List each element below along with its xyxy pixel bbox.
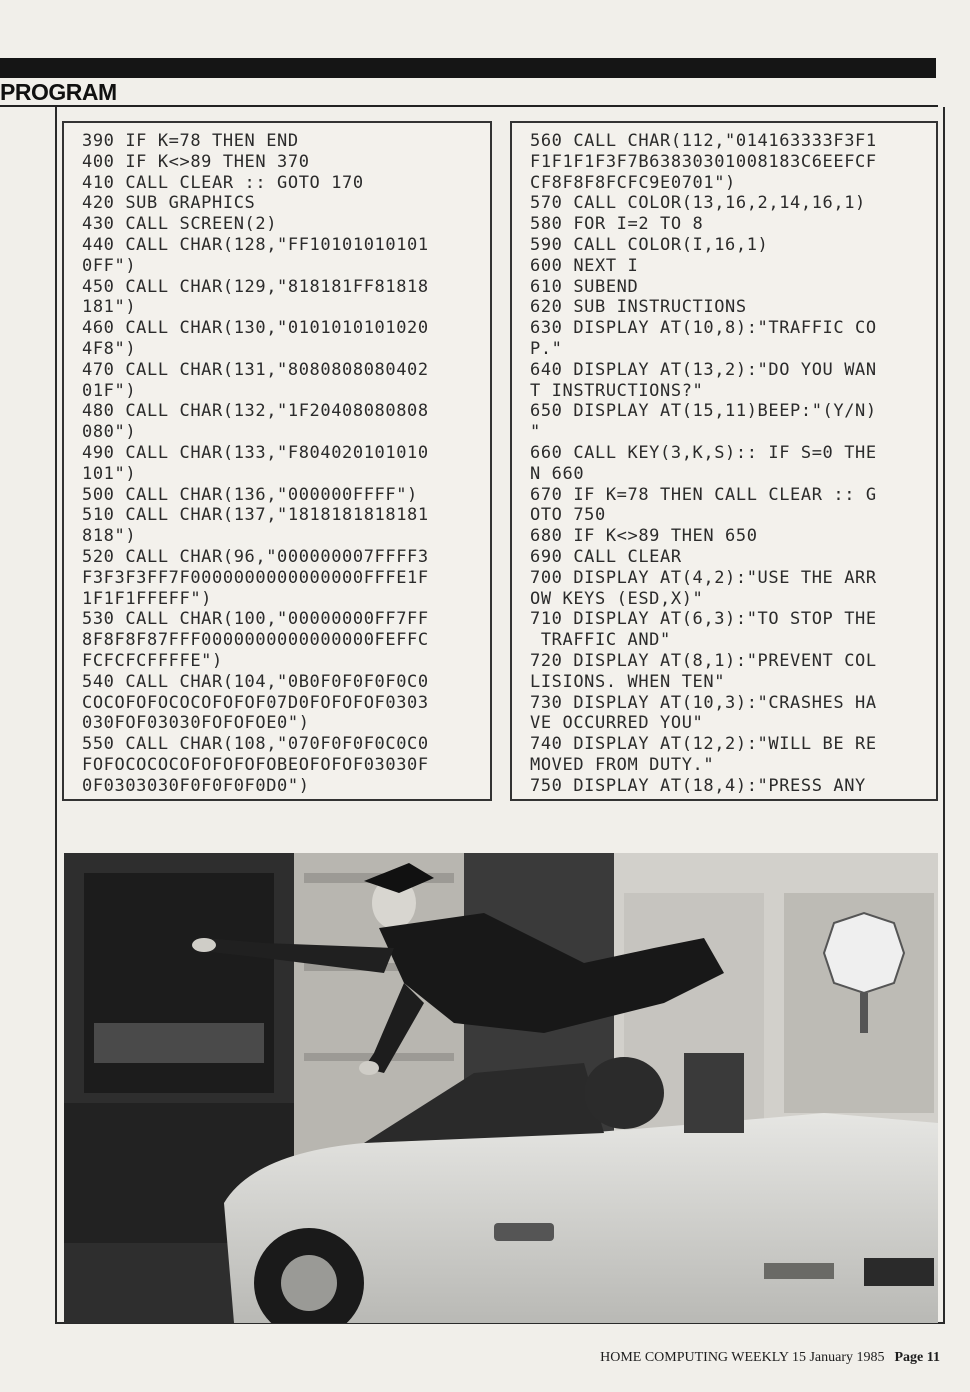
code-line: 500 CALL CHAR(136,"000000FFFF") [82,484,418,505]
header-bar [0,58,936,78]
code-line: F1F1F1F3F7B63830301008183C6EEFCF [530,151,877,172]
section-label: PROGRAM [0,79,117,105]
code-line: 730 DISPLAY AT(10,3):"CRASHES HA [530,692,877,713]
code-line: 630 DISPLAY AT(10,8):"TRAFFIC CO [530,318,877,339]
page-number: Page 11 [894,1350,940,1365]
code-line: 520 CALL CHAR(96,"000000007FFFF3 [82,546,429,567]
code-line: 440 CALL CHAR(128,"FF10101010101 [82,234,429,255]
code-line: " [530,422,541,443]
code-line: 610 SUBEND [530,276,639,297]
code-line: 600 NEXT I [530,255,639,276]
right-border [943,107,945,1323]
code-line: OW KEYS (ESD,X)" [530,588,704,609]
code-line: COCOFOFOCOCOFOFOF07D0FOFOFOF0303 [82,692,429,713]
code-line: 030FOF03030FOFOFOE0") [82,713,310,734]
left-border [55,107,57,1323]
code-line: 750 DISPLAY AT(18,4):"PRESS ANY [530,775,866,796]
code-line: T INSTRUCTIONS?" [530,380,704,401]
code-line: FOFOCOCOCOFOFOFOFOBEOFOFOF03030F [82,754,429,775]
code-line: 080") [82,422,137,443]
code-line: 490 CALL CHAR(133,"F804020101010 [82,442,429,463]
code-line: 680 IF K<>89 THEN 650 [530,526,758,547]
header-rule [0,105,938,107]
code-line: 620 SUB INSTRUCTIONS [530,297,747,318]
code-line: 720 DISPLAY AT(8,1):"PREVENT COL [530,650,877,671]
code-line: 8F8F8F87FFF0000000000000000FEFFC [82,630,429,651]
code-line: 430 CALL SCREEN(2) [82,214,278,235]
code-line: 650 DISPLAY AT(15,11)BEEP:"(Y/N) [530,401,877,422]
code-line: 390 IF K=78 THEN END [82,131,299,151]
program-listing-right [510,121,938,801]
code-line: 530 CALL CHAR(100,"00000000FF7FF [82,609,429,630]
code-line: MOVED FROM DUTY." [530,754,715,775]
code-line: 540 CALL CHAR(104,"0B0F0F0F0F0C0 [82,671,429,692]
code-line: P." [530,338,563,359]
code-line: 181") [82,297,137,318]
code-line: 460 CALL CHAR(130,"0101010101020 [82,318,429,339]
code-line: OTO 750 [530,505,606,526]
code-line: 510 CALL CHAR(137,"1818181818181 [82,505,429,526]
code-line: VE OCCURRED YOU" [530,713,704,734]
code-line: 480 CALL CHAR(132,"1F20408080808 [82,401,429,422]
code-line: FCFCFCFFFFE") [82,650,223,671]
code-line: 400 IF K<>89 THEN 370 [82,151,310,172]
code-line: N 660 [530,463,585,484]
code-line: 101") [82,463,137,484]
code-line: 1F1F1FFEFF") [82,588,213,609]
code-line: 670 IF K=78 THEN CALL CLEAR :: G [530,484,877,505]
page-footer [600,1350,940,1366]
code-line: 700 DISPLAY AT(4,2):"USE THE ARR [530,567,877,588]
code-line: 420 SUB GRAPHICS [82,193,256,214]
code-line: 580 FOR I=2 TO 8 [530,214,704,235]
code-line: 410 CALL CLEAR :: GOTO 170 [82,172,364,193]
policeman-on-car-photo [64,853,938,1323]
code-line: 660 CALL KEY(3,K,S):: IF S=0 THE [530,442,877,463]
code-line: 470 CALL CHAR(131,"8080808080402 [82,359,429,380]
code-line: 818") [82,526,137,547]
code-line: 640 DISPLAY AT(13,2):"DO YOU WAN [530,359,877,380]
code-line: 01F") [82,380,137,401]
program-listing-left [62,121,492,801]
code-line: 450 CALL CHAR(129,"818181FF81818 [82,276,429,297]
code-line: 570 CALL COLOR(13,16,2,14,16,1) [530,193,866,214]
code-line: 550 CALL CHAR(108,"070F0F0F0C0C0 [82,734,429,755]
code-line: 0FF") [82,255,137,276]
code-line: 4F8") [82,338,137,359]
code-line: 0F0303030F0F0F0F0D0") [82,775,310,796]
code-line: 710 DISPLAY AT(6,3):"TO STOP THE [530,609,877,630]
code-line: 740 DISPLAY AT(12,2):"WILL BE RE [530,734,877,755]
code-line: 590 CALL COLOR(I,16,1) [530,234,769,255]
code-line: 690 CALL CLEAR [530,546,682,567]
code-line: 560 CALL CHAR(112,"014163333F3F1 [530,131,877,151]
publication-info: HOME COMPUTING WEEKLY 15 January 1985 [600,1350,885,1365]
code-line: CF8F8F8FCFC9E0701") [530,172,736,193]
photo [64,853,938,1323]
code-line: F3F3F3FF7F0000000000000000FFFE1F [82,567,429,588]
code-line: LISIONS. WHEN TEN" [530,671,726,692]
code-line: TRAFFIC AND" [530,630,671,651]
